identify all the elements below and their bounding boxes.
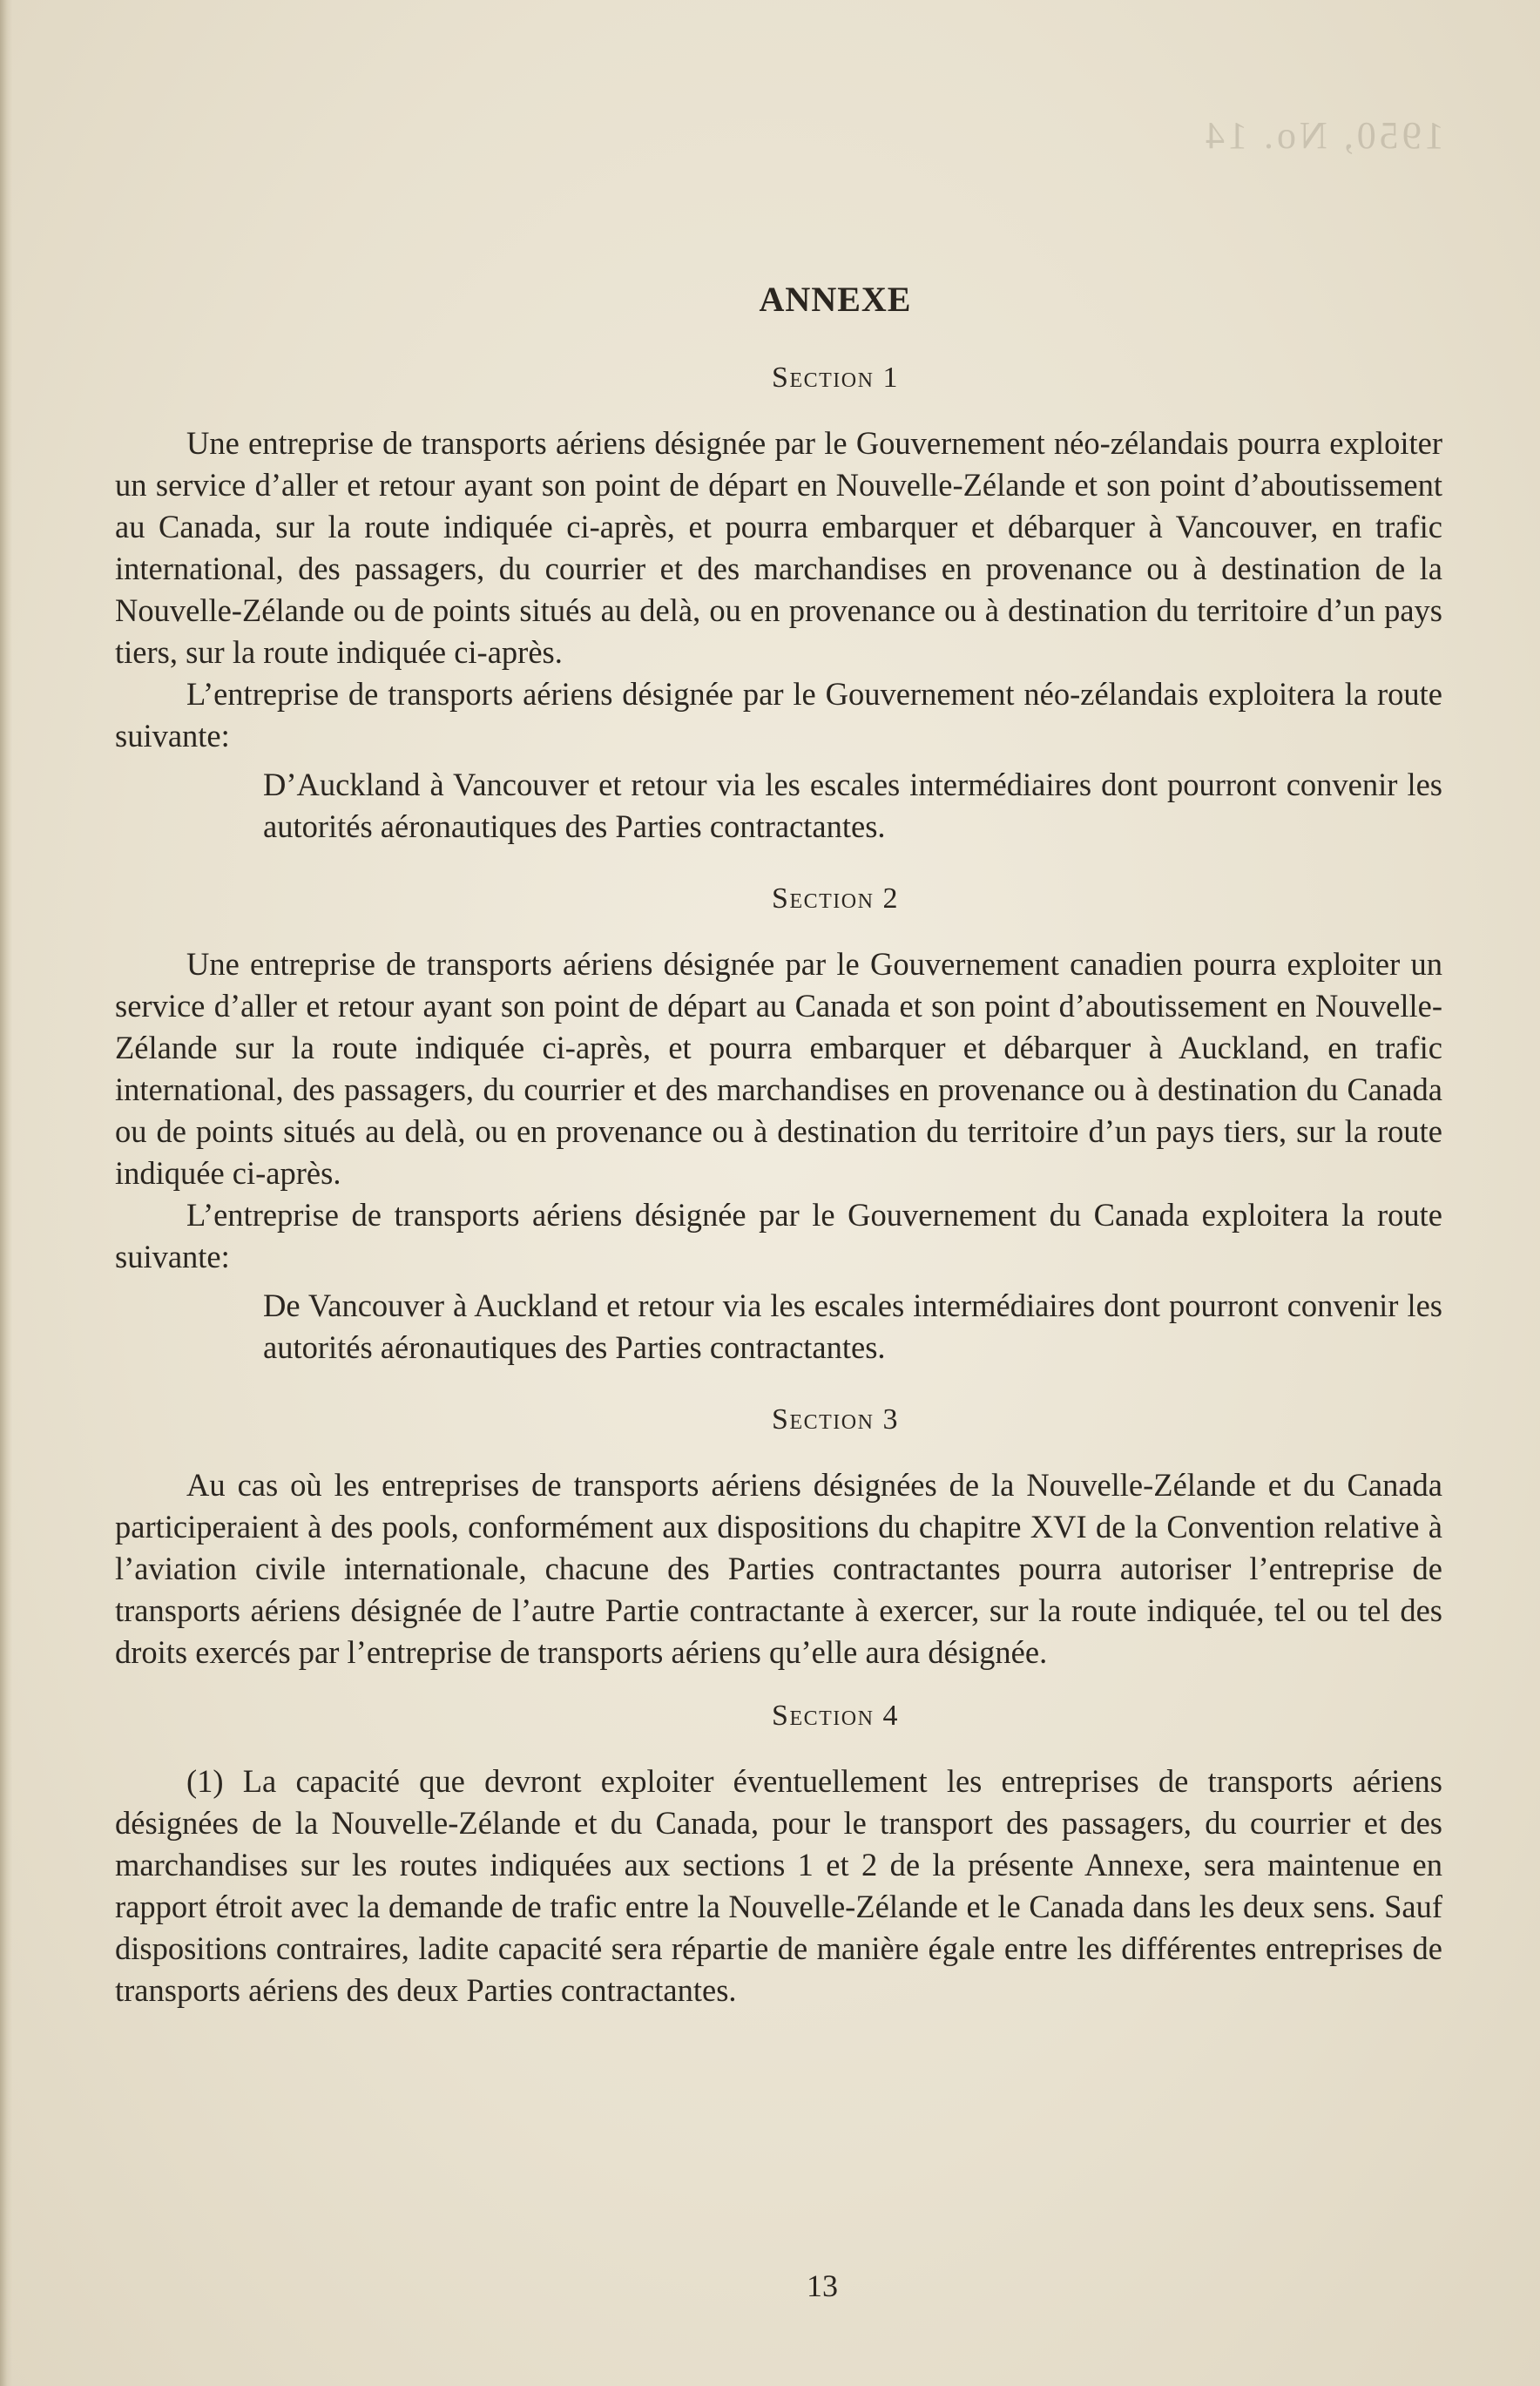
section-heading: Section 4 <box>772 1700 899 1732</box>
page-number: 13 <box>807 2268 838 2303</box>
section-heading: Section 2 <box>772 882 899 915</box>
paragraph: Une entreprise de transports aériens désignée par le Gouvernement canadien pourra exploiter un service d’aller et retour ayant son point de départ au Canada et son point d’aboutissement en Nouvelle-Zélande sur la route indiquée ci-après, et pourra embarquer et débarquer à Auckland, en trafic international, des passagers, du courrier et des marchandises en provenance ou à destination du Canada ou de points situés au delà, ou en provenance ou à destination du territoire d’un pays tiers, sur la route indiquée ci-après. <box>115 946 1442 1191</box>
section-1 <box>115 362 1442 848</box>
section-4 <box>115 1700 1442 2011</box>
page-title: ANNEXE <box>759 280 912 319</box>
section-heading: Section 3 <box>772 1403 899 1436</box>
paragraph: Une entreprise de transports aériens désignée par le Gouvernement néo-zélandais pourra exploiter un service d’aller et retour ayant son point de départ en Nouvelle-Zélande et son point d’aboutissement au Canada, sur la route indiquée ci-après, et pourra embarquer et débarquer à Vancouver, en trafic international, des passagers, du courrier et des marchandises en provenance ou à destination de la Nouvelle-Zélande ou de points situés au delà, ou en provenance ou à destination du territoire d’un pays tiers, sur la route indiquée ci-après. <box>115 425 1442 670</box>
bleed-through-header: 1950, No. 14 <box>1202 114 1444 157</box>
paragraph: L’entreprise de transports aériens désignée par le Gouvernement du Canada exploitera la route suivante: <box>115 1197 1442 1274</box>
route-description: D’Auckland à Vancouver et retour via les escales intermédiaires dont pourront convenir les autorités aéronautiques des Parties contractantes. <box>263 767 1442 844</box>
route-description: De Vancouver à Auckland et retour via les escales intermédiaires dont pourront convenir les autorités aéronautiques des Parties contractantes. <box>263 1288 1442 1365</box>
section-2 <box>115 882 1442 1369</box>
paragraph: L’entreprise de transports aériens désignée par le Gouvernement néo-zélandais exploitera la route suivante: <box>115 676 1442 754</box>
annex-content <box>115 279 1442 2011</box>
paragraph: Au cas où les entreprises de transports aériens désignées de la Nouvelle-Zélande et du Canada participeraient à des pools, conformément aux dispositions du chapitre XVI de la Convention relative à l’aviation civile internationale, chacune des Parties contractantes pourra autoriser l’entreprise de transports aériens désignée de l’autre Partie contractante à exercer, sur la route indiquée, tel ou tel des droits exercés par l’entreprise de transports aériens qu’elle aura désignée. <box>115 1467 1442 1670</box>
section-heading: Section 1 <box>772 362 899 394</box>
section-3 <box>115 1403 1442 1673</box>
page-binding-shadow <box>0 0 12 2386</box>
paragraph: (1) La capacité que devront exploiter éventuellement les entreprises de transports aériens désignées de la Nouvelle-Zélande et du Canada, pour le transport des passagers, du courrier et des marchandises sur les routes indiquées aux sections 1 et 2 de la présente Annexe, sera maintenue en rapport étroit avec la demande de trafic entre la Nouvelle-Zélande et le Canada dans les deux sens. Sauf dispositions contraires, ladite capacité sera répartie de manière égale entre les différentes entreprises de transports aériens des deux Parties contractantes. <box>115 1763 1442 2008</box>
